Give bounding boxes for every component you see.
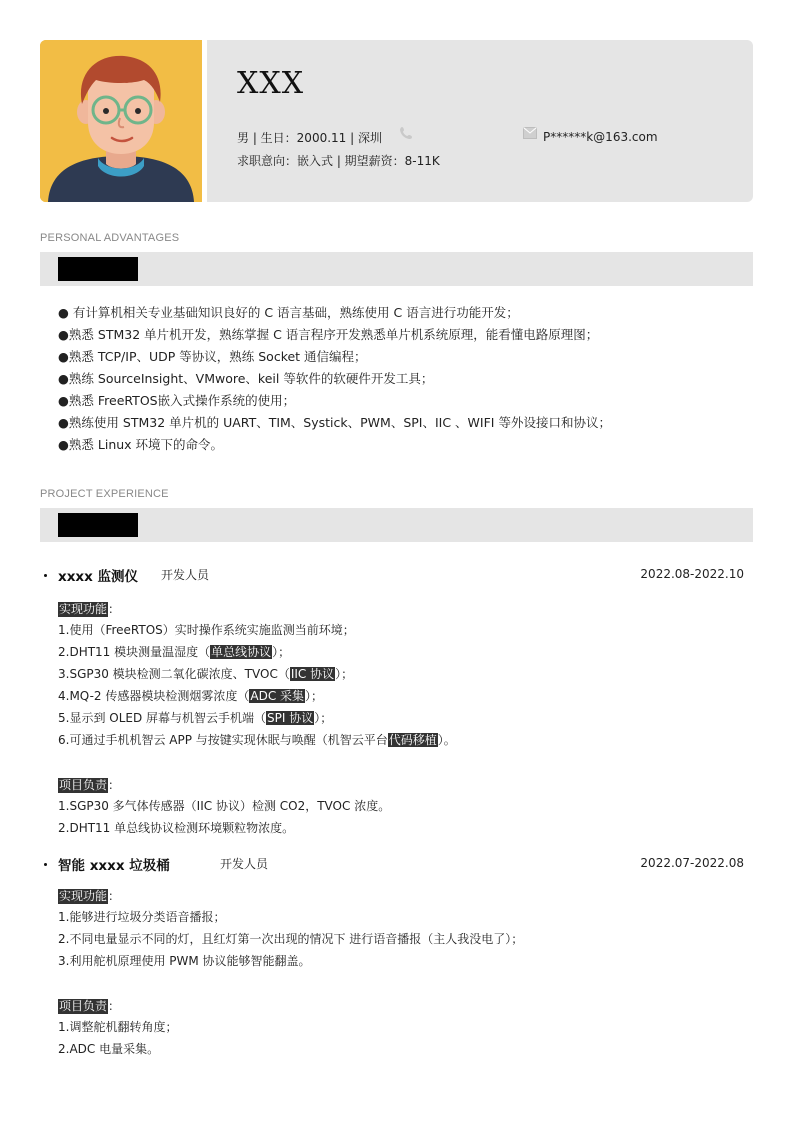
feature-text-end: ）； — [272, 645, 291, 659]
list-item: ● 有计算机相关专业基础知识良好的 C 语言基础，熟练使用 C 语言进行功能开发； — [58, 305, 519, 320]
feature-line: 3.利用舵机原理使用 PWM 协议能够智能翻盖。 — [58, 954, 311, 968]
project-date: 2022.08-2022.10 — [640, 567, 744, 581]
feature-text: 5.显示到 OLED 屏幕与机智云手机端（ — [58, 711, 267, 725]
project-title: xxxx 监测仪 — [58, 569, 139, 585]
email-text: P******k@163.com — [543, 130, 658, 144]
resume-header — [40, 40, 753, 202]
feature-line — [44, 663, 744, 685]
feature-line — [44, 685, 744, 707]
list-item: ●熟悉 STM32 单片机开发，熟练掌握 C 语言程序开发熟悉单片机系统原理，能看懂电路原理图； — [58, 327, 599, 342]
phone-icon — [398, 125, 414, 141]
feature-text: 6.可通过手机机智云 APP 与按键实现休眠与唤醒（机智云平台 — [58, 733, 388, 747]
list-item: ●熟练使用 STM32 单片机的 UART、TIM、Systick、PWM、SPI、IIC 、WIFI 等外设接口和协议； — [58, 415, 611, 430]
feature-text-end: ）。 — [437, 733, 456, 747]
duty-line: 1.调整舵机翻转角度； — [58, 1020, 178, 1034]
feature-line — [44, 619, 744, 641]
job-intention: 求职意向：嵌入式 | 期望薪资：8-11K — [237, 154, 440, 168]
project-entry — [44, 565, 744, 839]
feature-text-end: ）； — [335, 667, 354, 681]
feature-text-end: ）； — [305, 689, 324, 703]
list-item: ●熟悉 TCP/IP、UDP 等协议，熟练 Socket 通信编程； — [58, 349, 367, 364]
advantages-list — [58, 302, 758, 456]
project-header — [44, 854, 744, 876]
feature-text: 3.SGP30 模块检测二氧化碳浓度、TVOC（ — [58, 667, 290, 681]
project-date: 2022.07-2022.08 — [640, 856, 744, 870]
redacted-heading — [58, 513, 138, 537]
heading-colon: ： — [108, 999, 121, 1013]
feature-highlight: 代码移植 — [388, 733, 437, 747]
project-role: 开发人员 — [220, 857, 269, 871]
basic-info: 男 | 生日：2000.11 | 深圳 — [237, 131, 382, 145]
heading-colon: ： — [108, 778, 121, 792]
list-item: ●熟练 SourceInsight、VMwore、keil 等软件的软硬件开发工具； — [58, 371, 434, 386]
features-heading: 实现功能 — [59, 602, 108, 616]
project-header — [44, 565, 744, 587]
section-bar-advantages — [40, 252, 753, 286]
mail-icon — [523, 127, 537, 139]
avatar — [40, 40, 202, 202]
feature-line — [44, 707, 744, 729]
photo-divider — [202, 40, 207, 202]
features-heading: 实现功能 — [59, 889, 108, 903]
list-item: ●熟悉 Linux 环境下的命令。 — [58, 437, 224, 452]
redacted-heading — [58, 257, 138, 281]
duty-line: 2.DHT11 单总线协议检测环境颗粒物浓度。 — [58, 821, 295, 835]
feature-highlight: SPI 协议 — [267, 711, 314, 725]
duties-heading: 项目负责 — [59, 999, 108, 1013]
feature-line: 1.能够进行垃圾分类语音播报； — [58, 910, 226, 924]
bullet-dot — [44, 574, 47, 577]
section-bar-projects — [40, 508, 753, 542]
bullet-dot — [44, 863, 47, 866]
duty-line: 1.SGP30 多气体传感器（IIC 协议）检测 CO2，TVOC 浓度。 — [58, 799, 391, 813]
feature-text: 4.MQ-2 传感器模块检测烟雾浓度（ — [58, 689, 250, 703]
duties-heading: 项目负责 — [59, 778, 108, 792]
feature-line — [44, 641, 744, 663]
feature-text: 1.使用（FreeRTOS）实时操作系统实施监测当前环境； — [58, 623, 355, 637]
project-entry — [44, 854, 744, 1060]
feature-line: 2.不同电量显示不同的灯，且红灯第一次出现的情况下 进行语音播报（主人我没电了）； — [58, 932, 524, 946]
candidate-name: XXX — [237, 66, 305, 101]
feature-text-end: ）； — [314, 711, 333, 725]
heading-colon: ： — [108, 889, 121, 903]
feature-highlight: ADC 采集 — [250, 689, 305, 703]
feature-highlight: IIC 协议 — [290, 667, 335, 681]
heading-colon: ： — [108, 602, 121, 616]
avatar-illustration — [40, 40, 202, 202]
feature-line — [44, 729, 744, 751]
duty-line: 2.ADC 电量采集。 — [58, 1042, 160, 1056]
list-item: ●熟悉 FreeRTOS嵌入式操作系统的使用； — [58, 393, 296, 408]
section-label-advantages: PERSONAL ADVANTAGES — [40, 232, 180, 244]
feature-text: 2.DHT11 模块测量温湿度（ — [58, 645, 211, 659]
project-role: 开发人员 — [161, 568, 210, 582]
section-label-projects: PROJECT EXPERIENCE — [40, 488, 169, 500]
feature-highlight: 单总线协议 — [211, 645, 272, 659]
project-title: 智能 xxxx 垃圾桶 — [58, 858, 170, 874]
